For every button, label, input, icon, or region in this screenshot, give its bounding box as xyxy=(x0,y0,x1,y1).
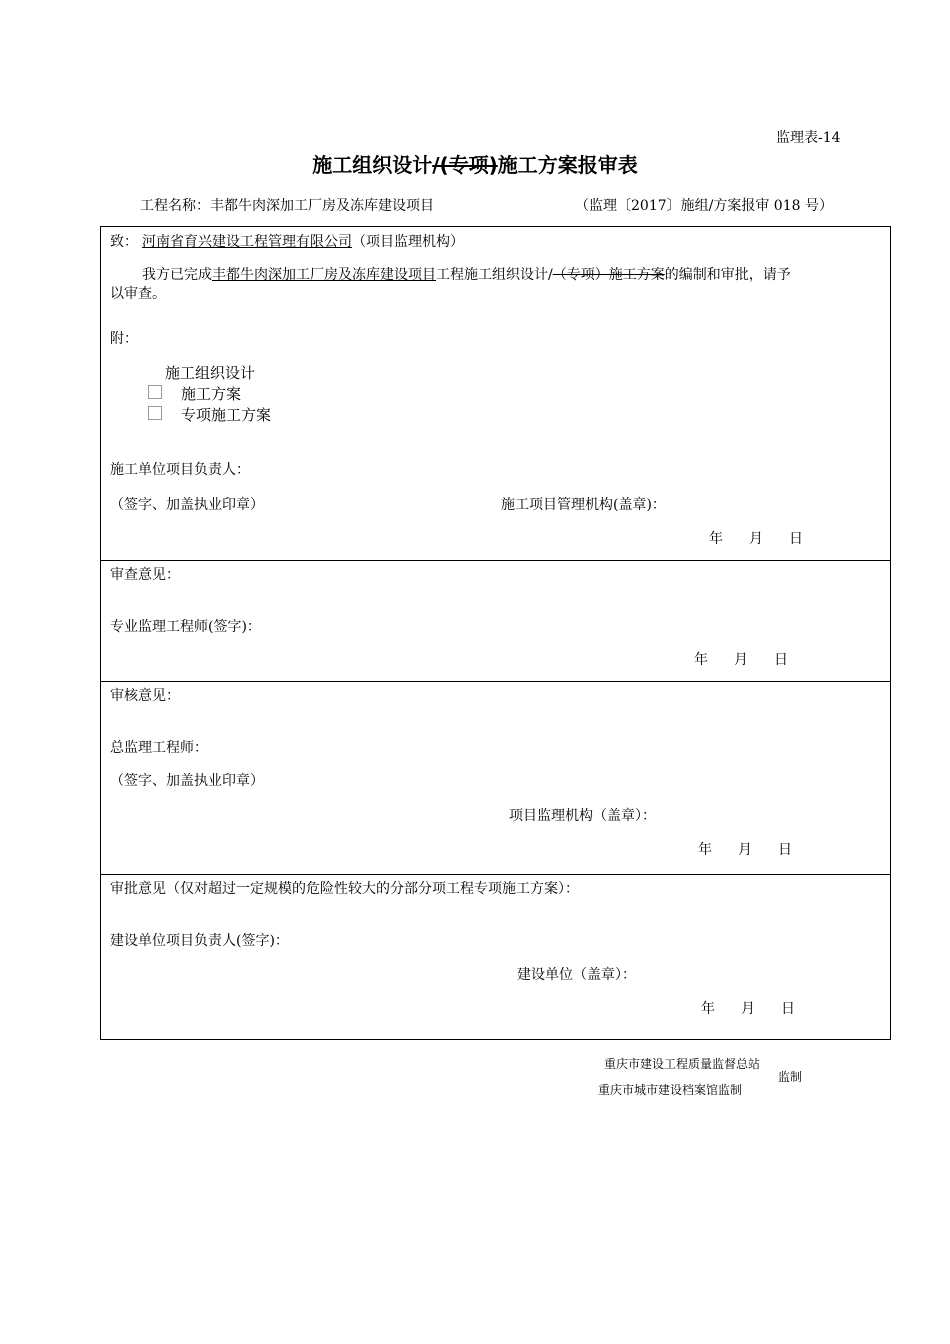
attachment-option-construction-design: 施工组织设计 xyxy=(165,364,256,382)
title-strikethrough: /(专项) xyxy=(432,153,498,177)
date-day: 日 xyxy=(774,652,788,668)
attachment-label: 附： xyxy=(110,331,138,347)
builder-responsible-label: 建设单位项目负责人(签字)： xyxy=(110,933,289,949)
body-mid: 工程施工组织设计/ xyxy=(436,267,553,283)
date-day: 日 xyxy=(789,531,803,547)
attachment-option-special-plan: 专项施工方案 xyxy=(181,406,272,424)
project-label: 工程名称： xyxy=(140,198,210,214)
approval-opinion-label: 审批意见（仅对超过一定规模的危险性较大的分部分项工程专项施工方案）： xyxy=(110,881,579,897)
body-line-1 xyxy=(142,264,791,284)
date-month: 月 xyxy=(734,652,748,668)
contractor-responsible-label: 施工单位项目负责人： xyxy=(110,462,250,478)
section-divider-1 xyxy=(100,560,891,561)
form-code-number: -14 xyxy=(818,130,841,146)
date-month: 月 xyxy=(741,1001,755,1017)
chief-engineer-label: 总监理工程师： xyxy=(110,740,208,756)
builder-stamp-label: 建设单位（盖章）： xyxy=(517,967,636,983)
sign-note: （签字、加盖执业印章） xyxy=(110,497,264,513)
date-year: 年 xyxy=(701,1001,715,1017)
date-month: 月 xyxy=(749,531,763,547)
addressee-line xyxy=(110,231,464,251)
page-title xyxy=(0,149,950,178)
body-strike: （专项）施工方案 xyxy=(552,267,665,283)
construction-plan-checkbox[interactable] xyxy=(148,385,162,399)
date-year: 年 xyxy=(694,652,708,668)
body-prefix: 我方已完成 xyxy=(142,267,212,283)
issuer-quality-station: 重庆市建设工程质量监督总站 xyxy=(604,1057,761,1071)
supervision-stamp-label: 项目监理机构（盖章）： xyxy=(509,808,656,824)
contractor-stamp-label: 施工项目管理机构(盖章)： xyxy=(501,497,666,513)
body-suffix: 的编制和审批，请予 xyxy=(664,267,791,283)
title-part1: 施工组织设计 xyxy=(312,153,433,177)
project-name-line xyxy=(140,195,434,215)
document-number: （监理〔2017〕施组/方案报审 018 号） xyxy=(575,198,833,214)
date-day: 日 xyxy=(778,842,792,858)
body-project: 丰都牛肉深加工厂房及冻库建设项目 xyxy=(212,267,436,283)
to-label: 致： xyxy=(110,234,138,250)
org-suffix: （项目监理机构） xyxy=(352,234,464,250)
review-opinion-label: 审查意见： xyxy=(110,567,180,583)
body-line-2: 以审查。 xyxy=(110,286,166,302)
supervision-org: 河南省育兴建设工程管理有限公司 xyxy=(142,234,352,250)
form-code-prefix: 监理表 xyxy=(776,130,818,146)
date-day: 日 xyxy=(781,1001,795,1017)
issuer-suffix: 监制 xyxy=(778,1070,803,1084)
form-code xyxy=(776,127,841,147)
date-year: 年 xyxy=(698,842,712,858)
date-year: 年 xyxy=(709,531,723,547)
issuer-archives: 重庆市城市建设档案馆监制 xyxy=(598,1083,743,1097)
section-divider-3 xyxy=(100,874,891,875)
specialist-engineer-label: 专业监理工程师(签字)： xyxy=(110,619,261,635)
section-divider-2 xyxy=(100,681,891,682)
project-name: 丰都牛肉深加工厂房及冻库建设项目 xyxy=(210,198,434,214)
date-month: 月 xyxy=(738,842,752,858)
sign-note: （签字、加盖执业印章） xyxy=(110,773,264,789)
audit-opinion-label: 审核意见： xyxy=(110,688,180,704)
attachment-option-construction-plan: 施工方案 xyxy=(181,385,242,403)
special-plan-checkbox[interactable] xyxy=(148,406,162,420)
title-part2: 施工方案报审表 xyxy=(497,153,638,177)
